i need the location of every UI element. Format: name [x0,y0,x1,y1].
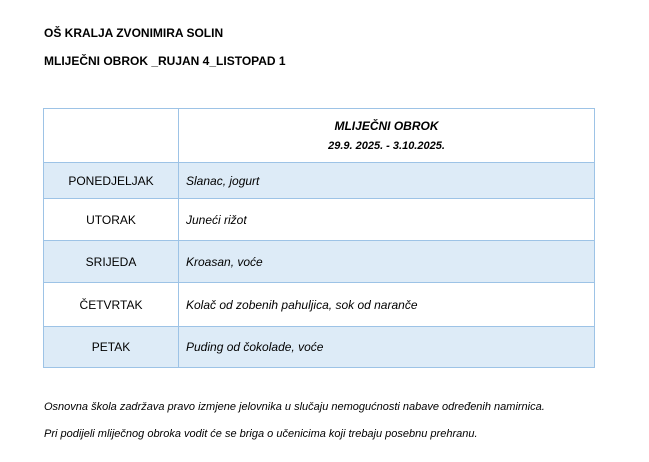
table-header-row [44,109,595,163]
meal-cell-monday: Slanac, jogurt [179,163,595,199]
meal-cell-wednesday: Kroasan, voće [179,241,595,283]
meal-cell-tuesday: Juneći rižot [179,199,595,241]
day-cell-monday: PONEDJELJAK [44,163,179,199]
table-row [44,199,595,241]
column-title: MLIJEČNI OBROK [334,118,439,133]
table-row [44,241,595,283]
day-cell-tuesday: UTORAK [44,199,179,241]
note-special-diet: Pri podijeli mliječnog obroka vodit će se briga o učenicima koji trebaju posebnu prehranu. [44,428,478,440]
meal-menu-table [43,108,595,368]
note-menu-change: Osnovna škola zadržava pravo izmjene jelovnika u slučaju nemogućnosti nabave određenih namirnica. [44,401,545,413]
table-row [44,163,595,199]
meal-cell-friday: Puding od čokolade, voće [179,327,595,368]
day-cell-wednesday: SRIJEDA [44,241,179,283]
school-name: OŠ KRALJA ZVONIMIRA SOLIN [44,26,224,40]
day-cell-friday: PETAK [44,327,179,368]
table-row [44,327,595,368]
header-empty-cell [44,109,179,163]
document-subtitle: MLIJEČNI OBROK _RUJAN 4_LISTOPAD 1 [44,54,286,68]
meal-cell-thursday: Kolač od zobenih pahuljica, sok od naranče [179,283,595,327]
date-range: 29.9. 2025. - 3.10.2025. [328,139,445,152]
header-meal-cell [179,109,595,163]
day-cell-thursday: ČETVRTAK [44,283,179,327]
table-row [44,283,595,327]
